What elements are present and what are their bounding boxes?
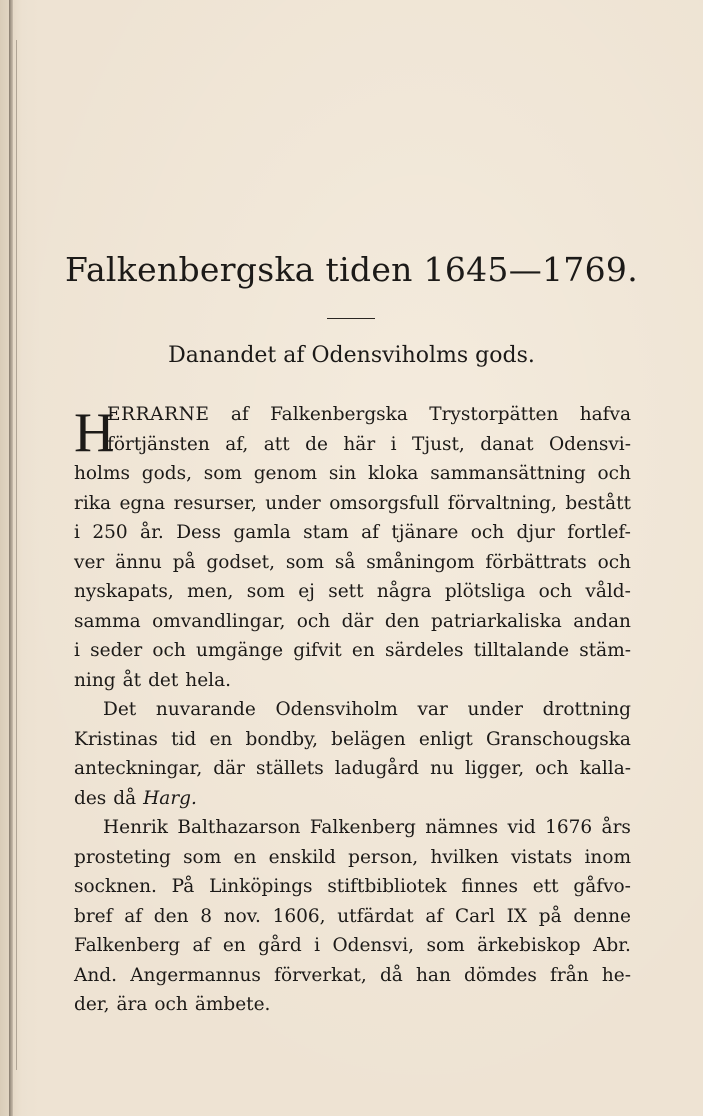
word: och bbox=[152, 640, 186, 661]
word: kloka bbox=[367, 463, 419, 484]
word: de bbox=[305, 433, 328, 455]
text-line bbox=[74, 666, 631, 696]
text-line bbox=[74, 725, 631, 755]
word: plötsliga bbox=[444, 581, 526, 602]
word: som bbox=[246, 581, 285, 602]
word: ver bbox=[74, 551, 105, 573]
word: Odensvi, bbox=[332, 935, 415, 956]
word: omsorgsfull bbox=[329, 492, 440, 514]
text-line bbox=[74, 902, 631, 932]
word: rika bbox=[74, 492, 111, 514]
word: af bbox=[124, 905, 143, 927]
word: På bbox=[171, 876, 195, 897]
word: utfärdat bbox=[337, 905, 414, 927]
word: 8 bbox=[200, 905, 212, 927]
chapter-title: Falkenbergska tiden 1645—1769. bbox=[65, 250, 638, 289]
word: kalla- bbox=[579, 758, 631, 779]
word: ämbete. bbox=[194, 994, 271, 1015]
word: af bbox=[425, 905, 444, 927]
word: af, bbox=[225, 433, 249, 455]
word: bestått bbox=[565, 492, 631, 514]
word: under bbox=[467, 699, 523, 720]
word: ära bbox=[116, 994, 148, 1015]
word: samma bbox=[74, 610, 141, 632]
word: vistats bbox=[510, 846, 573, 868]
word: inom bbox=[584, 846, 631, 868]
word: prosteting bbox=[74, 846, 171, 868]
word: och bbox=[470, 522, 505, 543]
word: Balthazarson bbox=[177, 817, 301, 838]
word: finnes bbox=[461, 876, 518, 897]
word: ställets bbox=[256, 758, 324, 779]
text-line bbox=[74, 754, 631, 784]
word: så bbox=[334, 551, 356, 573]
word: och bbox=[154, 994, 188, 1015]
text-line bbox=[74, 843, 631, 873]
word: förtjänsten bbox=[107, 433, 210, 455]
word: på bbox=[538, 905, 562, 927]
word: då bbox=[113, 787, 137, 809]
word: belägen bbox=[331, 728, 406, 750]
word: och bbox=[597, 551, 631, 573]
word: i bbox=[74, 522, 80, 543]
word: där bbox=[341, 610, 374, 632]
word: i bbox=[314, 935, 321, 956]
word: der, bbox=[74, 994, 110, 1015]
word: Carl bbox=[454, 905, 495, 927]
word: från bbox=[550, 964, 589, 986]
word: patriarkaliska bbox=[431, 610, 562, 632]
text-line bbox=[74, 695, 631, 725]
word: stiftbibliotek bbox=[327, 876, 447, 897]
word: fortlef- bbox=[567, 522, 631, 543]
text-line bbox=[74, 636, 631, 666]
word: och bbox=[538, 581, 573, 602]
word: nov. bbox=[223, 905, 261, 927]
word: under bbox=[265, 492, 321, 514]
text-line bbox=[74, 872, 631, 902]
word: Odensvi- bbox=[548, 433, 631, 455]
text-line bbox=[74, 489, 631, 519]
word: Harg. bbox=[143, 787, 197, 809]
word: djur bbox=[516, 522, 555, 543]
text-line bbox=[74, 400, 631, 430]
word: denne bbox=[573, 905, 631, 927]
word: som bbox=[426, 935, 465, 956]
word: gods, bbox=[141, 463, 192, 484]
word: en bbox=[351, 640, 375, 661]
word: ett bbox=[532, 876, 559, 897]
word: Granschougska bbox=[485, 728, 631, 750]
word: 1676 bbox=[545, 817, 593, 838]
word: tid bbox=[171, 728, 197, 750]
word: sett bbox=[328, 581, 364, 602]
word: det bbox=[148, 669, 179, 691]
word: tilltalande bbox=[473, 640, 570, 661]
word: och bbox=[597, 463, 631, 484]
word: gamla bbox=[233, 522, 291, 543]
word: som bbox=[183, 846, 222, 868]
word: danat bbox=[480, 433, 534, 455]
text-line bbox=[74, 518, 631, 548]
title-divider bbox=[327, 318, 375, 319]
word: i bbox=[74, 640, 80, 661]
text-line bbox=[74, 813, 631, 843]
word: ej bbox=[298, 581, 315, 602]
text-line bbox=[74, 990, 631, 1020]
word: Odensviholm bbox=[275, 699, 398, 720]
word: nämnes bbox=[425, 817, 499, 838]
word: andan bbox=[573, 610, 631, 632]
word: då bbox=[379, 964, 403, 986]
word: genom bbox=[253, 463, 318, 484]
word: den bbox=[153, 905, 189, 927]
text-line bbox=[74, 430, 631, 460]
word: godset, bbox=[206, 551, 275, 573]
word: tjänare bbox=[391, 522, 459, 543]
word: umgänge bbox=[196, 640, 284, 661]
book-spine-shadow bbox=[9, 0, 13, 1116]
word: stäm- bbox=[579, 640, 631, 661]
word: och bbox=[296, 610, 331, 632]
word: And. bbox=[74, 964, 117, 986]
word: men, bbox=[187, 581, 234, 602]
word: gifvit bbox=[293, 640, 342, 661]
word: nu bbox=[430, 758, 454, 779]
word: resurser, bbox=[173, 492, 257, 514]
word: års bbox=[601, 817, 631, 838]
word: 1606, bbox=[272, 905, 326, 927]
word: den bbox=[384, 610, 420, 632]
word: åt bbox=[122, 669, 142, 691]
word: omvandlingar, bbox=[152, 610, 286, 632]
word: des bbox=[74, 787, 107, 809]
word: ligger, bbox=[464, 758, 525, 779]
word: hela. bbox=[185, 669, 231, 691]
word: af bbox=[192, 935, 211, 956]
word: Kristinas bbox=[74, 728, 158, 750]
word: hvilken bbox=[430, 846, 499, 868]
word: i bbox=[390, 433, 397, 455]
text-line bbox=[74, 784, 631, 814]
word: år. bbox=[140, 522, 164, 543]
word: ännu bbox=[115, 551, 162, 573]
word: stam bbox=[303, 522, 349, 543]
word: på bbox=[172, 551, 196, 573]
word: Dess bbox=[176, 522, 221, 543]
text-line bbox=[74, 548, 631, 578]
text-line bbox=[74, 459, 631, 489]
word: där bbox=[213, 758, 245, 779]
text-line bbox=[74, 577, 631, 607]
word: Det bbox=[103, 699, 137, 720]
word: vid bbox=[507, 817, 536, 838]
word: som bbox=[285, 551, 324, 573]
word: nyskapats, bbox=[74, 581, 174, 602]
book-gutter-line bbox=[16, 40, 17, 1070]
word: sammansättning bbox=[430, 463, 586, 484]
word: gåfvo- bbox=[573, 876, 631, 897]
drop-cap: H bbox=[74, 402, 115, 464]
word: dömdes bbox=[464, 964, 537, 986]
word: ERRARNE bbox=[107, 404, 210, 425]
word: af bbox=[230, 404, 249, 425]
word: småningom bbox=[366, 551, 475, 573]
word: anteckningar, bbox=[74, 758, 203, 779]
word: Henrik bbox=[103, 817, 168, 838]
word: en bbox=[222, 935, 246, 956]
word: en bbox=[209, 728, 233, 750]
word: Falkenberg bbox=[309, 817, 416, 838]
word: särdeles bbox=[384, 640, 464, 661]
word: han bbox=[416, 964, 451, 986]
word: var bbox=[417, 699, 448, 720]
body-text bbox=[74, 400, 631, 1020]
section-subtitle: Danandet af Odensviholms gods. bbox=[168, 343, 535, 368]
word: Falkenberg bbox=[74, 935, 181, 956]
word: Tjust, bbox=[412, 433, 465, 455]
word: Falkenbergska bbox=[270, 404, 408, 425]
word: he- bbox=[601, 964, 631, 986]
word: förvaltning, bbox=[447, 492, 557, 514]
word: några bbox=[376, 581, 432, 602]
word: Trystorpätten bbox=[429, 404, 559, 425]
word: och bbox=[535, 758, 569, 779]
word: Abr. bbox=[593, 935, 631, 956]
word: som bbox=[203, 463, 242, 484]
word: enligt bbox=[418, 728, 473, 750]
word: af bbox=[361, 522, 379, 543]
word: att bbox=[263, 433, 290, 455]
word: här bbox=[343, 433, 376, 455]
word: person, bbox=[348, 846, 419, 868]
word: seder bbox=[90, 640, 143, 661]
word: sin bbox=[328, 463, 357, 484]
word: egna bbox=[119, 492, 166, 514]
word: ning bbox=[74, 669, 116, 691]
word: Angermannus bbox=[130, 964, 261, 986]
word: enskild bbox=[268, 846, 336, 868]
word: bondby, bbox=[245, 728, 318, 750]
text-line bbox=[74, 607, 631, 637]
word: 250 bbox=[92, 522, 128, 543]
text-line bbox=[74, 961, 631, 991]
word: drottning bbox=[542, 699, 631, 720]
word: gård bbox=[258, 935, 302, 956]
word: ärkebiskop bbox=[477, 935, 581, 956]
word: Linköpings bbox=[209, 876, 313, 897]
word: bref bbox=[74, 905, 113, 927]
word: holms bbox=[74, 463, 131, 484]
word: förverkat, bbox=[274, 964, 367, 986]
word: ladugård bbox=[334, 758, 420, 779]
word: nuvarande bbox=[155, 699, 256, 720]
word: hafva bbox=[579, 404, 631, 425]
text-line bbox=[74, 931, 631, 961]
word: förbättrats bbox=[485, 551, 587, 573]
word: en bbox=[233, 846, 257, 868]
word: våld- bbox=[585, 581, 631, 602]
word: IX bbox=[506, 905, 528, 927]
word: socknen. bbox=[74, 876, 157, 897]
